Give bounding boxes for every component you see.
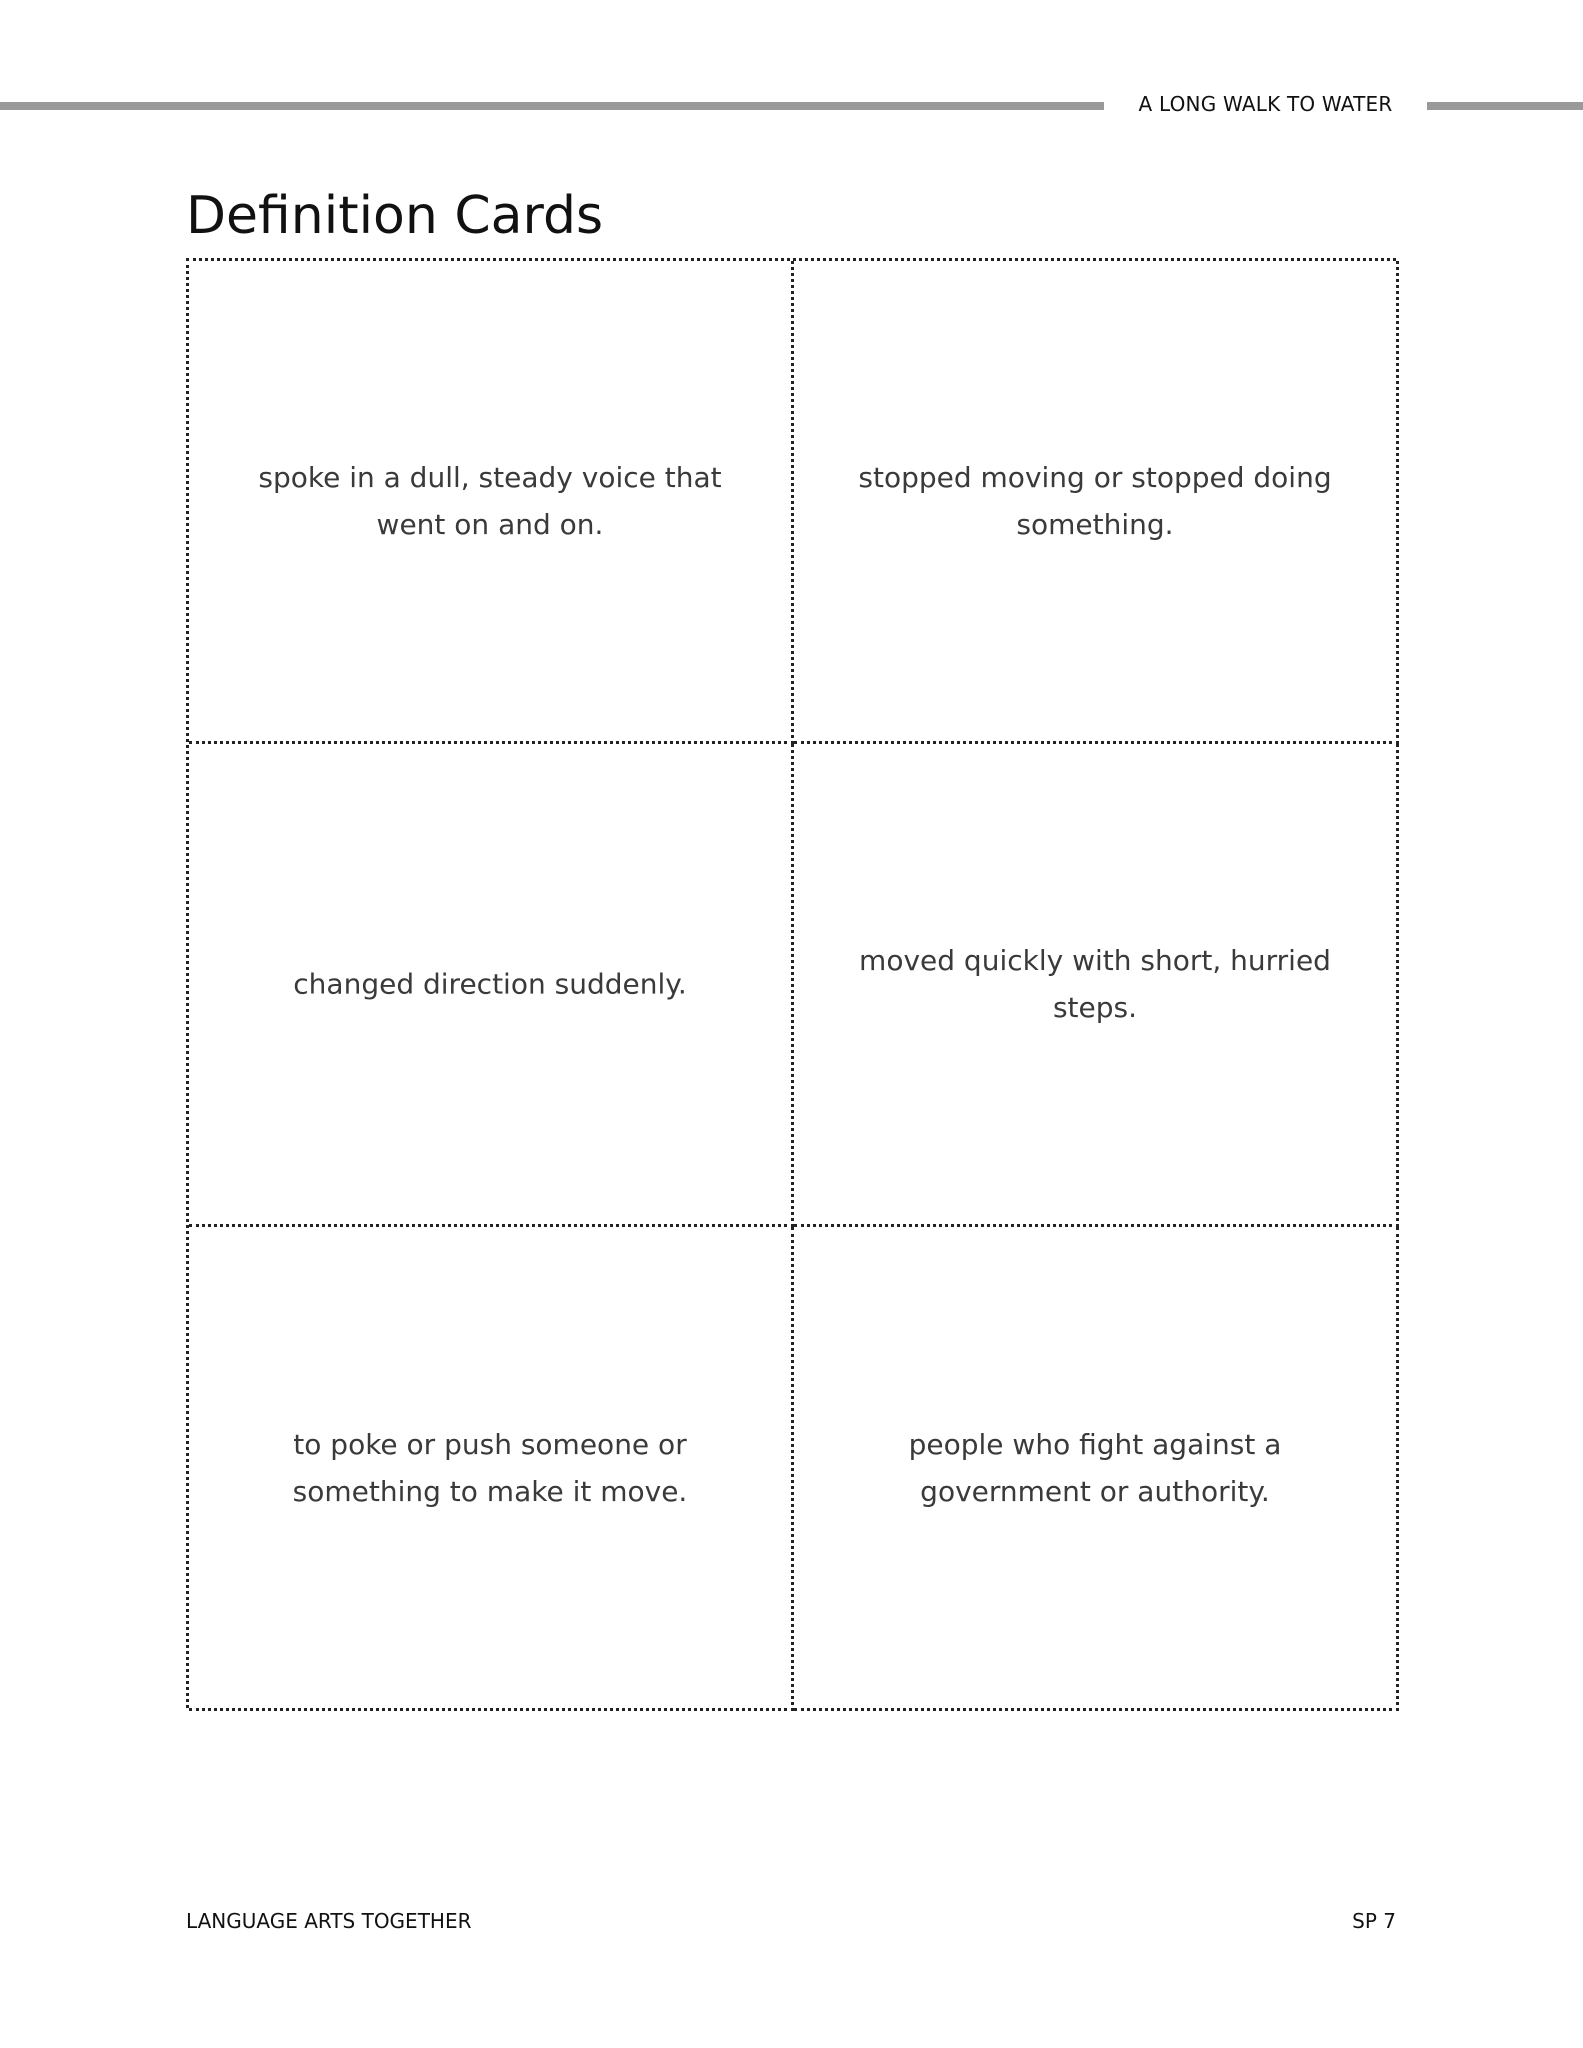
definition-card-text: changed direction suddenly. <box>293 967 687 1001</box>
definition-card-text: stopped moving or stopped doing something. <box>858 461 1332 541</box>
definition-card <box>189 744 794 1227</box>
definition-card-text: to poke or push someone or something to make it move. <box>292 1427 688 1508</box>
footer-book-title: LANGUAGE ARTS TOGETHER <box>186 1909 472 1933</box>
definition-card-text: people who fight against a government or authority. <box>908 1427 1282 1508</box>
definition-card <box>794 1227 1399 1711</box>
definition-card <box>794 261 1399 744</box>
header-rule-left <box>0 102 1104 110</box>
header-rule-right <box>1427 102 1583 110</box>
definition-card <box>794 744 1399 1227</box>
definition-card-text: moved quickly with short, hurried steps. <box>859 944 1331 1024</box>
footer-page-number: SP 7 <box>1352 1909 1396 1933</box>
header-title: A LONG WALK TO WATER <box>1138 92 1393 116</box>
definition-card-text: spoke in a dull, steady voice that went on and on. <box>258 461 722 541</box>
definition-card <box>189 261 794 744</box>
page-title: Definition Cards <box>186 186 604 246</box>
definition-cards-grid <box>186 258 1396 1708</box>
definition-card <box>189 1227 794 1711</box>
